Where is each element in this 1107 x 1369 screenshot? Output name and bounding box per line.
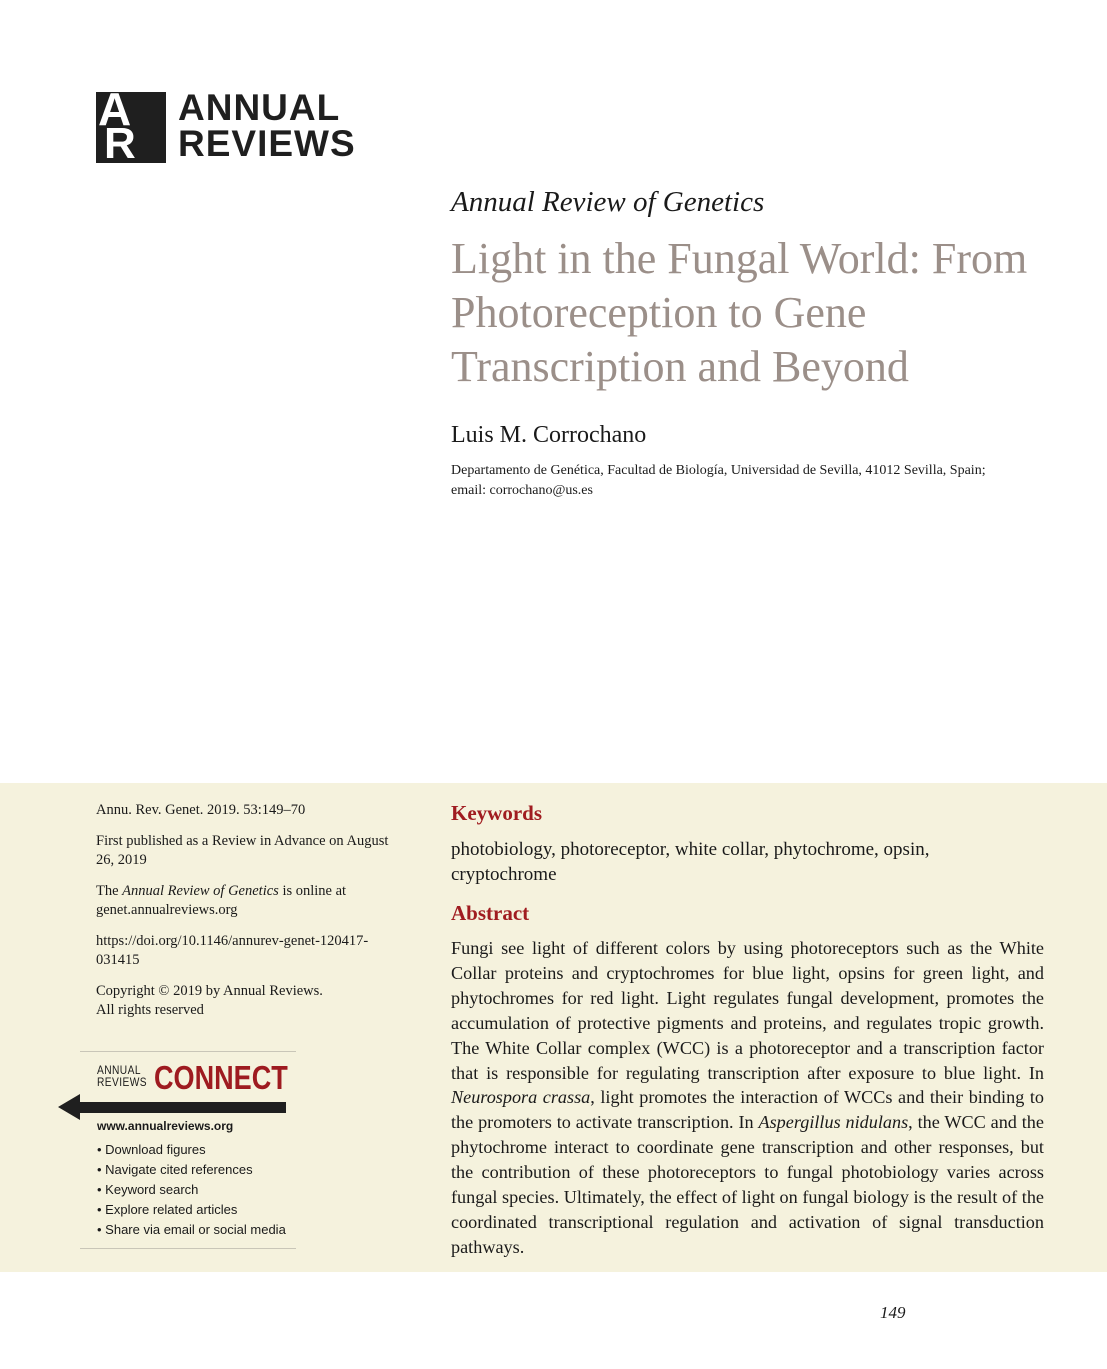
list-item: • Download figures <box>97 1142 206 1157</box>
copyright-line: Copyright © 2019 by Annual Reviews. <box>96 983 323 999</box>
connect-features-list <box>97 1140 286 1240</box>
logo-wordmark <box>178 87 356 164</box>
abstract-part-1: Fungi see light of different colors by using photoreceptors such as the White Collar proteins and cryptochromes for blue light, opsins for green light, and phytochromes for red light. Light regulates fungal development, promotes the accumulation of protective pigments and proteins, and regulates tropic growth. The White Collar complex (WCC) is a photoreceptor and a transcription factor that is responsible for regulating transcription after exposure to blue light. In <box>451 938 1044 1083</box>
connect-url[interactable]: www.annualreviews.org <box>97 1119 234 1133</box>
online-journal: Annual Review of Genetics <box>122 883 279 899</box>
abstract-text <box>451 936 1044 1260</box>
logo-line-annual: ANNUAL <box>178 87 341 128</box>
article-metadata <box>96 801 406 1032</box>
online-note <box>96 882 406 920</box>
connect-small-line1: ANNUAL <box>97 1063 141 1077</box>
list-item: • Share via email or social media <box>97 1222 286 1237</box>
annual-reviews-logo <box>96 87 376 166</box>
abstract-heading: Abstract <box>451 901 530 925</box>
annual-reviews-connect-box[interactable] <box>80 1051 296 1249</box>
species-neurospora: Neurospora crassa <box>451 1087 591 1108</box>
list-item: • Explore related articles <box>97 1202 238 1217</box>
rights-line: All rights reserved <box>96 1002 204 1018</box>
ar-logo-mark <box>96 92 166 163</box>
article-title: Light in the Fungal World: From Photoreception to Gene Transcription and Beyond <box>451 234 1028 391</box>
citation: Annu. Rev. Genet. 2019. 53:149–70 <box>96 802 306 818</box>
page-number: 149 <box>880 1303 906 1322</box>
left-arrow-icon <box>58 1092 288 1122</box>
connect-wordmark: CONNECT <box>154 1059 288 1096</box>
keywords-text: photobiology, photoreceptor, white collar, phytochrome, opsin, cryptochrome <box>451 839 930 885</box>
species-aspergillus: Aspergillus nidulans <box>758 1112 909 1133</box>
list-item: • Navigate cited references <box>97 1162 253 1177</box>
abstract-part-2: , light promotes the interaction of WCCs and their binding to the promoters to activate transcription. In <box>451 1087 1044 1133</box>
affiliation-text: Departamento de Genética, Facultad de Biología, Universidad de Sevilla, 41012 Sevilla, Spain; <box>451 463 986 478</box>
first-published: First published as a Review in Advance on August 26, 2019 <box>96 833 389 868</box>
keywords-heading: Keywords <box>451 801 542 825</box>
abstract-part-3: , the WCC and the phytochrome interact to coordinate gene transcription and other responses, but the contribution of these photoreceptors to fungal photobiology varies across fungal species. Ultimately, the effect of light on fungal biology is the result of the coordinated transcriptional regulation and activation of signal transduction pathways. <box>451 1112 1044 1257</box>
journal-name: Annual Review of Genetics <box>451 186 765 218</box>
online-prefix: The <box>96 883 123 899</box>
logo-mark-a: A <box>98 92 132 135</box>
logo-mark-r: R <box>104 119 136 163</box>
doi-link[interactable]: https://doi.org/10.1146/annurev-genet-120417-031415 <box>96 933 369 968</box>
connect-small-line2: REVIEWS <box>97 1075 148 1089</box>
connect-small-wordmark <box>97 1064 147 1088</box>
author-name: Luis M. Corrochano <box>451 422 647 448</box>
logo-line-reviews: REVIEWS <box>178 123 356 164</box>
copyright <box>96 982 406 1020</box>
author-affiliation <box>451 461 1071 501</box>
online-suffix[interactable]: is online at genet.annualreviews.org <box>96 883 347 918</box>
list-item: • Keyword search <box>97 1182 199 1197</box>
author-email[interactable]: email: corrochano@us.es <box>451 483 593 498</box>
